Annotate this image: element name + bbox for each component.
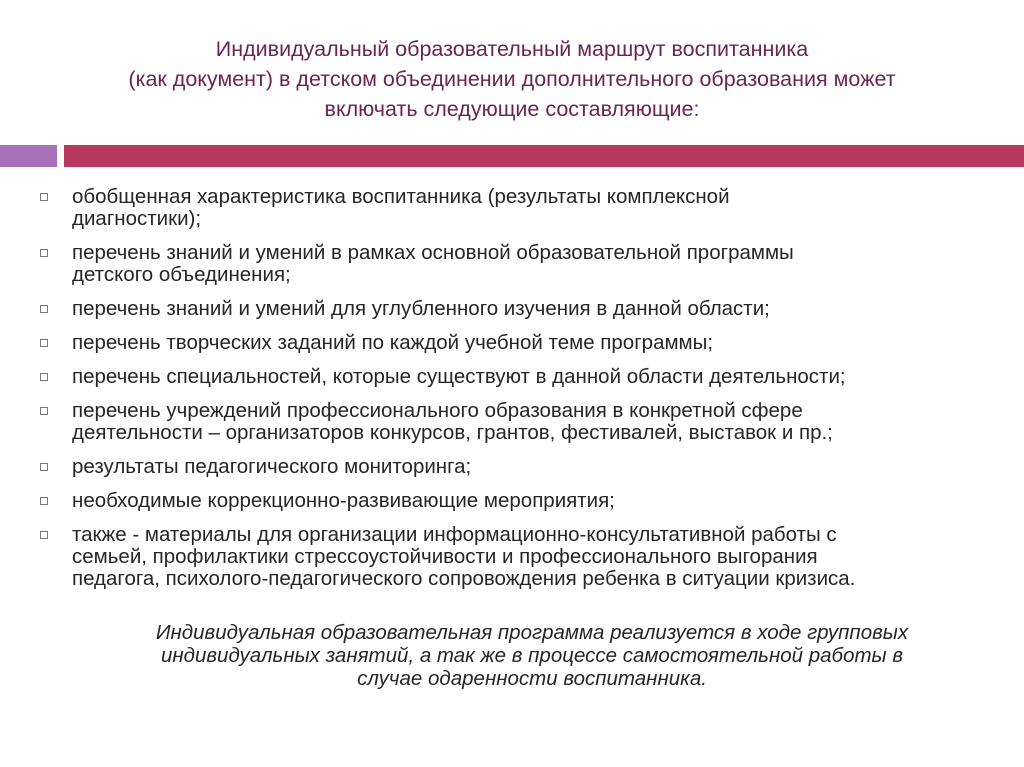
item-line: семьей, профилактики стрессоустойчивости и профессионального выгорания: [72, 545, 818, 568]
list-item: [36, 456, 986, 478]
item-line: перечень творческих заданий по каждой учебной теме программы;: [72, 331, 714, 354]
item-line: результаты педагогического мониторинга;: [72, 455, 472, 478]
list-item: [36, 400, 986, 444]
item-line: перечень учреждений профессионального образования в конкретной сфере: [72, 399, 803, 422]
note-line: случае одаренности воспитанника.: [357, 667, 707, 690]
list-item: [36, 242, 986, 286]
square-bullet-icon: [40, 463, 48, 471]
item-line: деятельности – организаторов конкурсов, грантов, фестивалей, выставок и пр.;: [72, 421, 833, 444]
square-bullet-icon: [40, 407, 48, 415]
list-item: [36, 524, 986, 590]
square-bullet-icon: [40, 193, 48, 201]
item-line: перечень знаний и умений для углубленного изучения в данной области;: [72, 297, 770, 320]
list-item: [36, 298, 986, 320]
title-line: включать следующие составляющие:: [324, 97, 700, 121]
note-line: Индивидуальная образовательная программа реализуется в ходе групповых: [155, 621, 909, 644]
summary-note: [60, 621, 1004, 690]
item-line: необходимые коррекционно-развивающие мероприятия;: [72, 489, 615, 512]
square-bullet-icon: [40, 373, 48, 381]
item-line: перечень знаний и умений в рамках основной образовательной программы: [72, 241, 794, 264]
accent-bar-left: [0, 145, 57, 167]
list-item: [36, 186, 986, 230]
square-bullet-icon: [40, 531, 48, 539]
item-line: обобщенная характеристика воспитанника (результаты комплексной: [72, 185, 730, 208]
square-bullet-icon: [40, 497, 48, 505]
title-line: Индивидуальный образовательный маршрут воспитанника: [215, 37, 809, 61]
square-bullet-icon: [40, 305, 48, 313]
components-list: [36, 186, 986, 602]
list-item: [36, 366, 986, 388]
item-line: педагога, психолого-педагогического сопровождения ребенка в ситуации кризиса.: [72, 567, 856, 590]
square-bullet-icon: [40, 339, 48, 347]
item-line: диагностики);: [72, 207, 202, 230]
item-line: перечень специальностей, которые существуют в данной области деятельности;: [72, 365, 846, 388]
slide-title: [60, 34, 964, 124]
note-line: индивидуальных занятий, а так же в процессе самостоятельной работы в: [160, 644, 904, 667]
list-item: [36, 332, 986, 354]
item-line: детского объединения;: [72, 263, 291, 286]
title-line: (как документ) в детском объединении дополнительного образования может: [128, 67, 896, 91]
list-item: [36, 490, 986, 512]
accent-bar-right: [64, 145, 1024, 167]
square-bullet-icon: [40, 249, 48, 257]
item-line: также - материалы для организации информационно-консультативной работы с: [72, 523, 837, 546]
